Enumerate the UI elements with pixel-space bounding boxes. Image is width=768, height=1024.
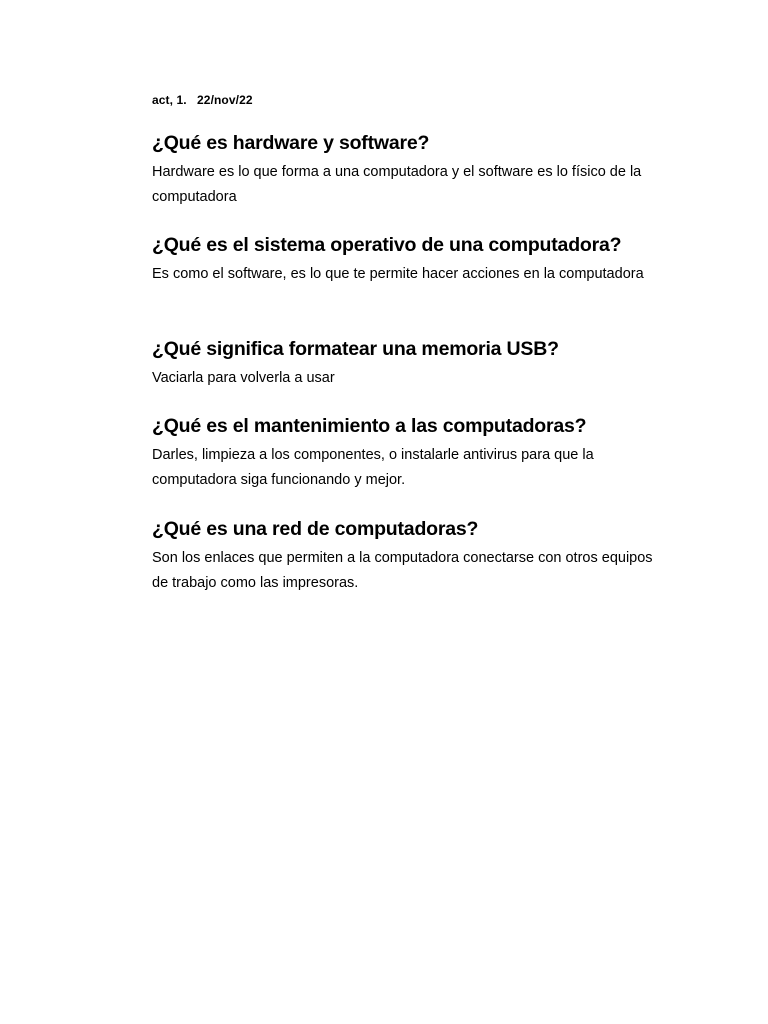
answer-text: Hardware es lo que forma a una computadora y el software es lo físico de la computadora (152, 164, 642, 205)
qa-section-format-usb (152, 336, 672, 391)
answer-text: Vaciarla para volverla a usar (152, 370, 335, 386)
answer-text: Darles, limpieza a los componentes, o instalarle antivirus para que la computadora siga funcionando y mejor. (152, 447, 594, 488)
qa-section-network (152, 516, 672, 596)
question-heading: ¿Qué significa formatear una memoria USB? (152, 338, 559, 360)
answer-text: Es como el software, es lo que te permite hacer acciones en la computadora (152, 266, 644, 282)
question-heading: ¿Qué es hardware y software? (152, 132, 430, 154)
qa-section-hardware-software (152, 130, 672, 210)
qa-section-operating-system (152, 232, 672, 287)
question-heading: ¿Qué es una red de computadoras? (152, 518, 479, 540)
question-heading: ¿Qué es el mantenimiento a las computadoras? (152, 415, 587, 437)
question-heading: ¿Qué es el sistema operativo de una computadora? (152, 234, 622, 256)
activity-header: act, 1. 22/nov/22 (152, 93, 253, 107)
qa-section-maintenance (152, 413, 672, 493)
answer-text: Son los enlaces que permiten a la computadora conectarse con otros equipos de trabajo como las impresoras. (152, 550, 653, 591)
